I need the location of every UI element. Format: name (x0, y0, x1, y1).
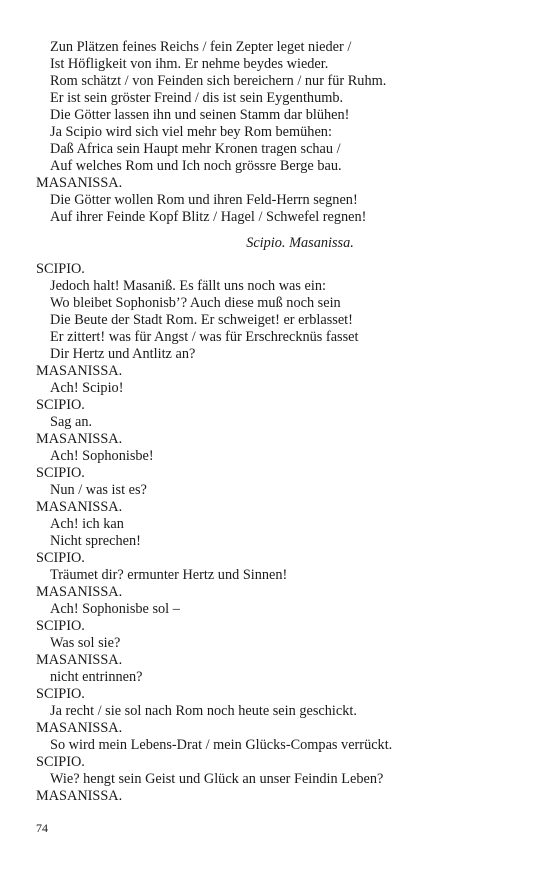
verse-line: Sag an. (50, 414, 93, 430)
verse-block-1 (36, 39, 536, 175)
verse-line: Ja recht / sie sol nach Rom noch heute sein geschickt. (50, 703, 357, 719)
verse-line: Was sol sie? (50, 635, 121, 651)
verse-line: Nun / was ist es? (50, 482, 147, 498)
verse-line: Jedoch halt! Masaniß. Es fällt uns noch was ein: (50, 278, 326, 294)
verse-block-2 (36, 192, 536, 226)
verse-line: Nicht sprechen! (50, 533, 141, 549)
speaker-name: MASANISSA. (36, 652, 123, 668)
verse-line: Wo bleibet Sophonisb’? Auch diese muß noch sein (50, 295, 341, 311)
speaker-name: MASANISSA. (36, 584, 123, 600)
verse-line: Auf ihrer Feinde Kopf Blitz / Hagel / Schwefel regnen! (50, 209, 367, 225)
verse-line: Ist Höfligkeit von ihm. Er nehme beydes wieder. (50, 56, 329, 72)
speaker-name: MASANISSA. (36, 431, 123, 447)
speaker-name: MASANISSA. (36, 175, 123, 191)
verse-line: Daß Africa sein Haupt mehr Kronen tragen schau / (50, 141, 341, 157)
speaker-name: MASANISSA. (36, 720, 123, 736)
verse-line: Die Götter lassen ihn und seinen Stamm dar blühen! (50, 107, 350, 123)
speaker-name: SCIPIO. (36, 686, 85, 702)
verse-line: Die Götter wollen Rom und ihren Feld-Herrn segnen! (50, 192, 358, 208)
verse-line: Wie? hengt sein Geist und Glück an unser Feindin Leben? (50, 771, 384, 787)
verse-line: Auf welches Rom und Ich noch grössre Berge bau. (50, 158, 342, 174)
dialogue (36, 261, 536, 805)
stage-direction: Scipio. Masanissa. (246, 235, 354, 251)
verse-line: Ach! Sophonisbe sol – (50, 601, 180, 617)
speaker-name: SCIPIO. (36, 397, 85, 413)
verse-line: Träumet dir? ermunter Hertz und Sinnen! (50, 567, 288, 583)
speaker-name: MASANISSA. (36, 788, 123, 804)
speaker-name: SCIPIO. (36, 754, 85, 770)
verse-line: Zun Plätzen feines Reichs / fein Zepter leget nieder / (50, 39, 352, 55)
verse-line: Die Beute der Stadt Rom. Er schweiget! er erblasset! (50, 312, 353, 328)
verse-line: Dir Hertz und Antlitz an? (50, 346, 196, 362)
speaker-name: MASANISSA. (36, 363, 123, 379)
speaker-name: SCIPIO. (36, 618, 85, 634)
verse-line: Ach! Sophonisbe! (50, 448, 154, 464)
verse-line: Rom schätzt / von Feinden sich bereichern / nur für Ruhm. (50, 73, 387, 89)
verse-line: Er ist sein gröster Freind / dis ist sein Eygenthumb. (50, 90, 344, 106)
verse-line: Er zittert! was für Angst / was für Erschrecknüs fasset (50, 329, 359, 345)
verse-line: Ach! ich kan (50, 516, 124, 532)
page-number: 74 (36, 821, 48, 835)
verse-line: So wird mein Lebens-Drat / mein Glücks-Compas verrückt. (50, 737, 393, 753)
page-text (36, 39, 536, 805)
speaker-name: SCIPIO. (36, 550, 85, 566)
verse-line: Ja Scipio wird sich viel mehr bey Rom bemühen: (50, 124, 332, 140)
verse-line: nicht entrinnen? (50, 669, 143, 685)
verse-line: Ach! Scipio! (50, 380, 124, 396)
speaker-name: SCIPIO. (36, 261, 85, 277)
speaker-name: MASANISSA. (36, 499, 123, 515)
speaker-name: SCIPIO. (36, 465, 85, 481)
